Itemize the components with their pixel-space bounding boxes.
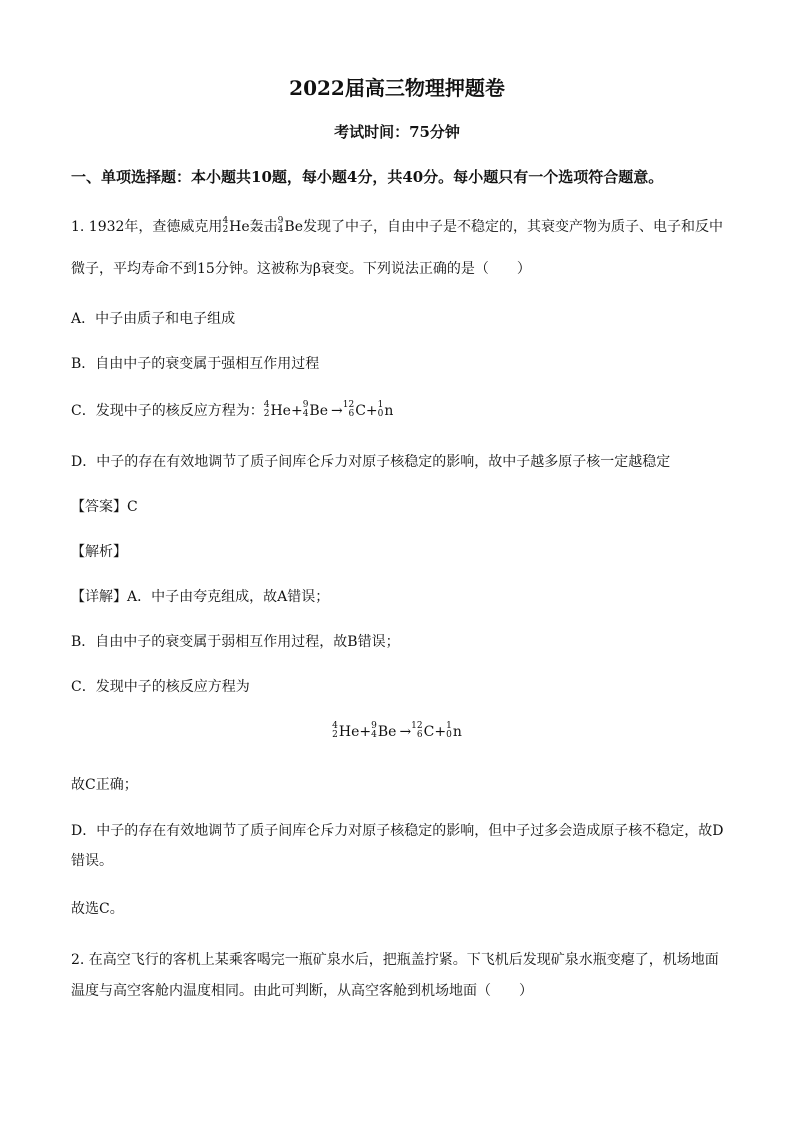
question-1-line-2: 微子，平均寿命不到15分钟。这被称为β衰变。下列说法正确的是（ ） [71, 261, 531, 277]
detail-d-line-2: 错误。 [71, 853, 113, 869]
detail-b: B．自由中子的衰变属于弱相互作用过程，故B错误； [71, 634, 400, 650]
detail-c: C．发现中子的核反应方程为 [71, 679, 250, 695]
exam-time: 考试时间：75分钟 [334, 123, 460, 141]
section-heading: 一、单项选择题：本小题共10题，每小题4分，共40分。每小题只有一个选项符合题意。 [71, 168, 664, 186]
beryllium-nuclide: 9 4 Be [277, 216, 303, 235]
answer-label: 【答案】C [71, 499, 138, 515]
analysis-label: 【解析】 [71, 544, 127, 560]
nuclear-equation-inline: 4 2 He+ 9 4 Be → 12 6 C+ 1 0 n [263, 400, 394, 419]
option-d: D．中子的存在有效地调节了质子间库仑斥力对原子核稳定的影响，故中子越多原子核一定越稳定 [71, 454, 671, 470]
option-b: B．自由中子的衰变属于强相互作用过程 [71, 356, 320, 372]
option-c: C．发现中子的核反应方程为： 4 2 He+ 9 4 Be → 12 6 C+ 1 0 n [71, 400, 394, 419]
final-answer: 故选C。 [71, 901, 124, 917]
question-2-line-2: 温度与高空客舱内温度相同。由此可判断，从高空客舱到机场地面（ ） [71, 983, 533, 999]
question-1-line-1: 1. 1932年，查德威克用 4 2 He轰击 9 4 Be发现了中子，自由中子是不稳定的，其衰变产物为质子、电子和反中 [71, 216, 723, 235]
helium-nuclide: 4 2 He [222, 216, 250, 235]
detail-d-line-1: D．中子的存在有效地调节了质子间库仑斥力对原子核稳定的影响，但中子过多会造成原子核不稳定，故D [71, 823, 724, 839]
nuclear-equation-display: 4 2 He+ 9 4 Be → 12 6 C+ 1 0 n [332, 721, 462, 740]
option-a: A．中子由质子和电子组成 [71, 311, 236, 327]
detail-c-conclusion: 故C正确； [71, 777, 138, 793]
detail-a: 【详解】A．中子由夸克组成，故A错误； [71, 589, 330, 605]
page-title: 2022届高三物理押题卷 [289, 76, 505, 100]
question-2-line-1: 2. 在高空飞行的客机上某乘客喝完一瓶矿泉水后，把瓶盖拧紧。下飞机后发现矿泉水瓶变瘪了，机场地面 [71, 952, 719, 968]
